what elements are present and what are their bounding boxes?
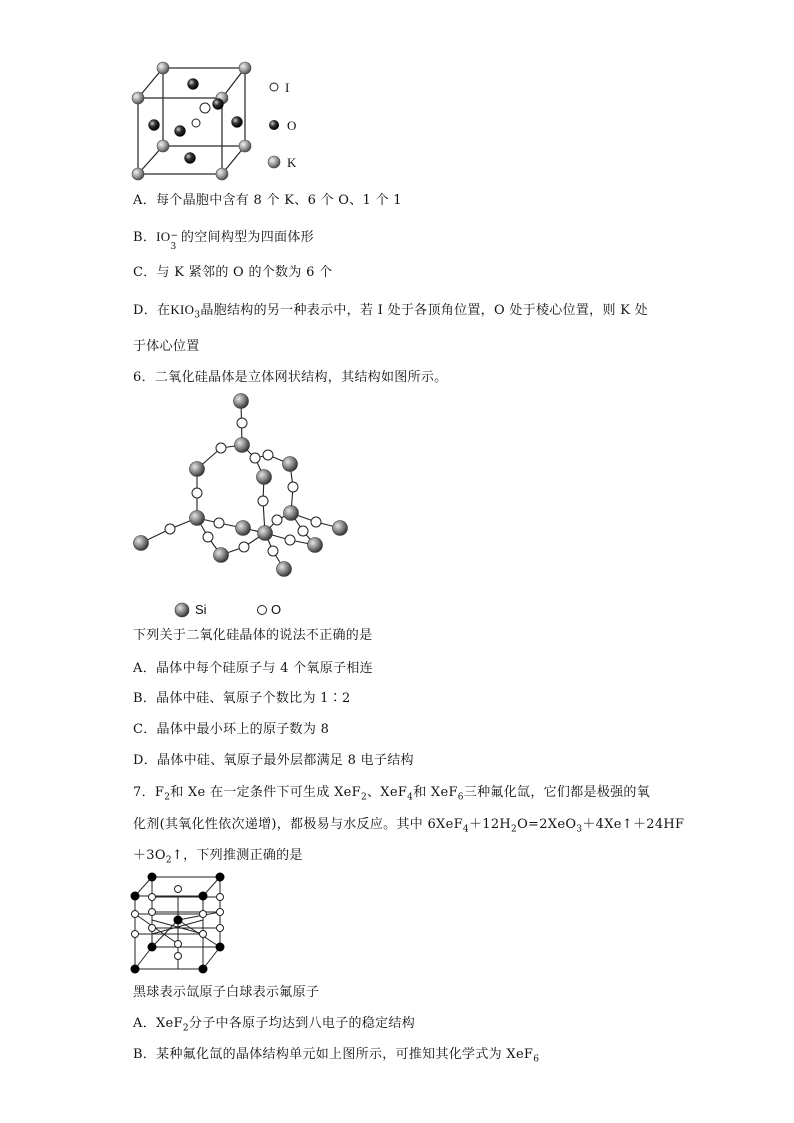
f-atom bbox=[200, 911, 207, 918]
subscript: 4 bbox=[407, 792, 414, 803]
xe-atom bbox=[216, 873, 225, 882]
q7-option-a bbox=[133, 1015, 415, 1038]
subscript: 6 bbox=[533, 1054, 540, 1065]
f-atom bbox=[217, 894, 224, 901]
f-atom bbox=[175, 953, 182, 960]
f-atom bbox=[132, 931, 139, 938]
q7-text: 化剂(其氧化性依次递增)，都极易与水反应。其中 6XeF bbox=[133, 817, 463, 832]
q5-option-b-text: 的空间构型为四面体形 bbox=[176, 230, 314, 245]
legend-i-label: I bbox=[285, 80, 290, 95]
q7-text: ＋4Xe↑＋24HF bbox=[582, 817, 685, 832]
q7-text: 、XeF bbox=[366, 785, 408, 800]
q6-option-b: B．晶体中硅、氧原子个数比为 1∶2 bbox=[133, 691, 351, 706]
f-atom bbox=[217, 925, 224, 932]
q7-figure-caption: 黑球表示氙原子白球表示氟原子 bbox=[133, 985, 320, 1000]
f-atom bbox=[149, 925, 156, 932]
f-atom bbox=[175, 941, 182, 948]
xe-atom bbox=[199, 965, 208, 974]
q5-option-d-prefix: D．在 bbox=[133, 303, 171, 318]
subscript: 2 bbox=[165, 855, 172, 866]
legend-si-label: Si bbox=[195, 602, 207, 617]
legend-o-label: O bbox=[287, 118, 297, 133]
q7-text: 和 XeF bbox=[413, 785, 458, 800]
q6-option-c: C．晶体中最小环上的原子数为 8 bbox=[133, 722, 330, 737]
q7-text: ＋3O bbox=[133, 848, 166, 863]
xe-atom bbox=[131, 965, 140, 974]
f-atom bbox=[217, 909, 224, 916]
q5-option-b-prefix: B． bbox=[133, 230, 157, 245]
subscript: 2 bbox=[164, 792, 171, 803]
f-atom bbox=[149, 894, 156, 901]
subscript: 2 bbox=[182, 1023, 189, 1034]
kio3-formula: KIO bbox=[170, 302, 195, 317]
q7-text: A．XeF bbox=[133, 1016, 183, 1031]
q5-option-d-continued: 于体心位置 bbox=[133, 339, 200, 354]
io3-subscript: 3 bbox=[170, 241, 177, 252]
q7-text: ↑，下列推测正确的是 bbox=[171, 848, 303, 863]
xe-atom bbox=[199, 892, 208, 901]
subscript: 6 bbox=[457, 792, 464, 803]
f-atom bbox=[175, 886, 182, 893]
legend-o-label: O bbox=[271, 602, 282, 617]
f-atom bbox=[132, 911, 139, 918]
q7-text: 三种氟化氙，它们都是极强的氧 bbox=[463, 785, 651, 800]
subscript: 4 bbox=[462, 824, 469, 835]
kio3-subscript: 3 bbox=[194, 310, 201, 321]
q7-text: B．某种氟化氙的晶体结构单元如上图所示，可推知其化学式为 XeF bbox=[133, 1047, 534, 1062]
xe-atom bbox=[216, 943, 225, 952]
subscript: 2 bbox=[511, 824, 518, 835]
xe-atom bbox=[148, 943, 157, 952]
subscript: 3 bbox=[576, 824, 583, 835]
f-atom bbox=[149, 909, 156, 916]
q7-text: 分子中各原子均达到八电子的稳定结构 bbox=[188, 1016, 415, 1031]
q7-text: 和 Xe 在一定条件下可生成 XeF bbox=[170, 785, 361, 800]
q7-option-b bbox=[133, 1046, 539, 1069]
q7-text: ＋12H bbox=[468, 817, 512, 832]
xe-atom bbox=[174, 916, 183, 925]
io3-charge: − bbox=[170, 230, 179, 241]
q5-option-d-text: 晶胞结构的另一种表示中，若 I 处于各顶角位置，O 处于棱心位置，则 K 处 bbox=[200, 303, 648, 318]
q5-option-a: A．每个晶胞中含有 8 个 K、6 个 O、1 个 1 bbox=[133, 193, 402, 208]
q6-option-a: A．晶体中每个硅原子与 4 个氧原子相连 bbox=[133, 661, 373, 676]
q7-text: 7．F bbox=[133, 785, 165, 800]
q6-stem: 6．二氧化硅晶体是立体网状结构，其结构如图所示。 bbox=[133, 370, 448, 385]
q5-option-c: C．与 K 紧邻的 O 的个数为 6 个 bbox=[133, 265, 333, 280]
io3-formula: IO bbox=[156, 229, 171, 244]
q6-question: 下列关于二氧化硅晶体的说法不正确的是 bbox=[133, 628, 373, 643]
subscript: 2 bbox=[360, 792, 367, 803]
xe-atom bbox=[148, 873, 157, 882]
xe-atom bbox=[131, 892, 140, 901]
legend-k-label: K bbox=[287, 155, 297, 170]
q6-option-d: D．晶体中硅、氧原子最外层都满足 8 电子结构 bbox=[133, 753, 414, 768]
f-atom bbox=[200, 931, 207, 938]
q7-text: O=2XeO bbox=[517, 817, 577, 832]
